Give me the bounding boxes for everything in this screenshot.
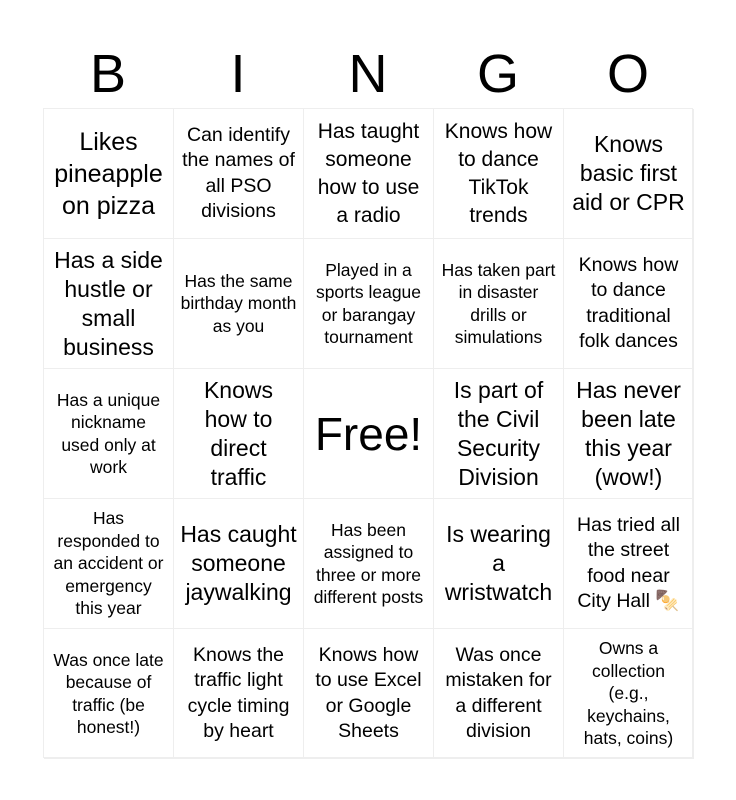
cell-label: Is wearing a wristwatch — [444, 521, 553, 605]
bingo-header — [43, 40, 693, 108]
bingo-cell-r4c5[interactable] — [564, 499, 694, 629]
cell-label: Has caught someone jaywalking — [180, 521, 297, 605]
cell-label: Has been assigned to three or more different posts — [313, 519, 424, 607]
bingo-cell-r2c3[interactable] — [304, 239, 434, 369]
cell-label: Has a side hustle or small business — [54, 246, 163, 360]
bingo-cell-r3c1[interactable] — [44, 369, 174, 499]
cell-label: Has the same birthday month as you — [180, 270, 297, 336]
cell-label: Owns a collection (e.g., keychains, hats, coins) — [583, 638, 674, 749]
bingo-card — [43, 108, 693, 758]
bingo-cell-r4c3[interactable] — [304, 499, 434, 629]
cell-label: Knows how to use Excel or Google Sheets — [315, 643, 422, 742]
bingo-cell-r1c3[interactable] — [304, 109, 434, 239]
bingo-cell-r2c2[interactable] — [174, 239, 304, 369]
cell-label: Was once mistaken for a different division — [445, 643, 552, 742]
bingo-cell-r4c4[interactable] — [434, 499, 564, 629]
free-space-label: Free! — [314, 407, 423, 460]
cell-label: Knows how to dance traditional folk dances — [578, 253, 679, 352]
bingo-cell-r1c4[interactable] — [434, 109, 564, 239]
cell-label: Has never been late this year (wow!) — [576, 376, 681, 490]
bingo-cell-r3c5[interactable] — [564, 369, 694, 499]
bingo-cell-r3c4[interactable] — [434, 369, 564, 499]
bingo-cell-r1c1[interactable] — [44, 109, 174, 239]
header-letter-g: G — [476, 44, 519, 104]
cell-label: Has a unique nickname used only at work — [56, 389, 161, 477]
header-letter-i: I — [230, 44, 246, 104]
bingo-cell-r2c4[interactable] — [434, 239, 564, 369]
cell-label: Likes pineapple on pizza — [54, 127, 163, 220]
bingo-cell-r4c2[interactable] — [174, 499, 304, 629]
bingo-cell-r5c5[interactable] — [564, 629, 694, 759]
bingo-cell-r1c5[interactable] — [564, 109, 694, 239]
bingo-cell-r5c4[interactable] — [434, 629, 564, 759]
header-letter-o: O — [606, 44, 649, 104]
bingo-cell-r5c3[interactable] — [304, 629, 434, 759]
bingo-cell-r5c1[interactable] — [44, 629, 174, 759]
cell-label: Can identify the names of all PSO divisions — [182, 123, 295, 222]
cell-label: Has taken part in disaster drills or simulations — [441, 259, 556, 347]
cell-label: Knows the traffic light cycle timing by heart — [187, 643, 290, 742]
cell-label: Was once late because of traffic (be honest!) — [53, 649, 164, 737]
cell-label: Knows basic first aid or CPR — [572, 131, 685, 215]
cell-label: Has taught someone how to use a radio — [317, 119, 420, 227]
bingo-cell-r2c1[interactable] — [44, 239, 174, 369]
bingo-cell-r5c2[interactable] — [174, 629, 304, 759]
bingo-cell-r3c2[interactable] — [174, 369, 304, 499]
cell-label: Has tried all the street food near City Hall 🍢 — [577, 513, 680, 612]
cell-label: Knows how to dance TikTok trends — [444, 119, 553, 227]
cell-label: Knows how to direct traffic — [203, 376, 274, 490]
bingo-cell-r4c1[interactable] — [44, 499, 174, 629]
bingo-cell-r1c2[interactable] — [174, 109, 304, 239]
cell-label: Is part of the Civil Security Division — [453, 376, 544, 490]
cell-label: Played in a sports league or barangay tournament — [315, 259, 422, 347]
bingo-cell-r2c5[interactable] — [564, 239, 694, 369]
header-letter-b: B — [89, 44, 127, 104]
header-letter-n: N — [348, 44, 388, 104]
cell-label: Has responded to an accident or emergency this year — [53, 508, 164, 619]
bingo-cell-free[interactable] — [304, 369, 434, 499]
